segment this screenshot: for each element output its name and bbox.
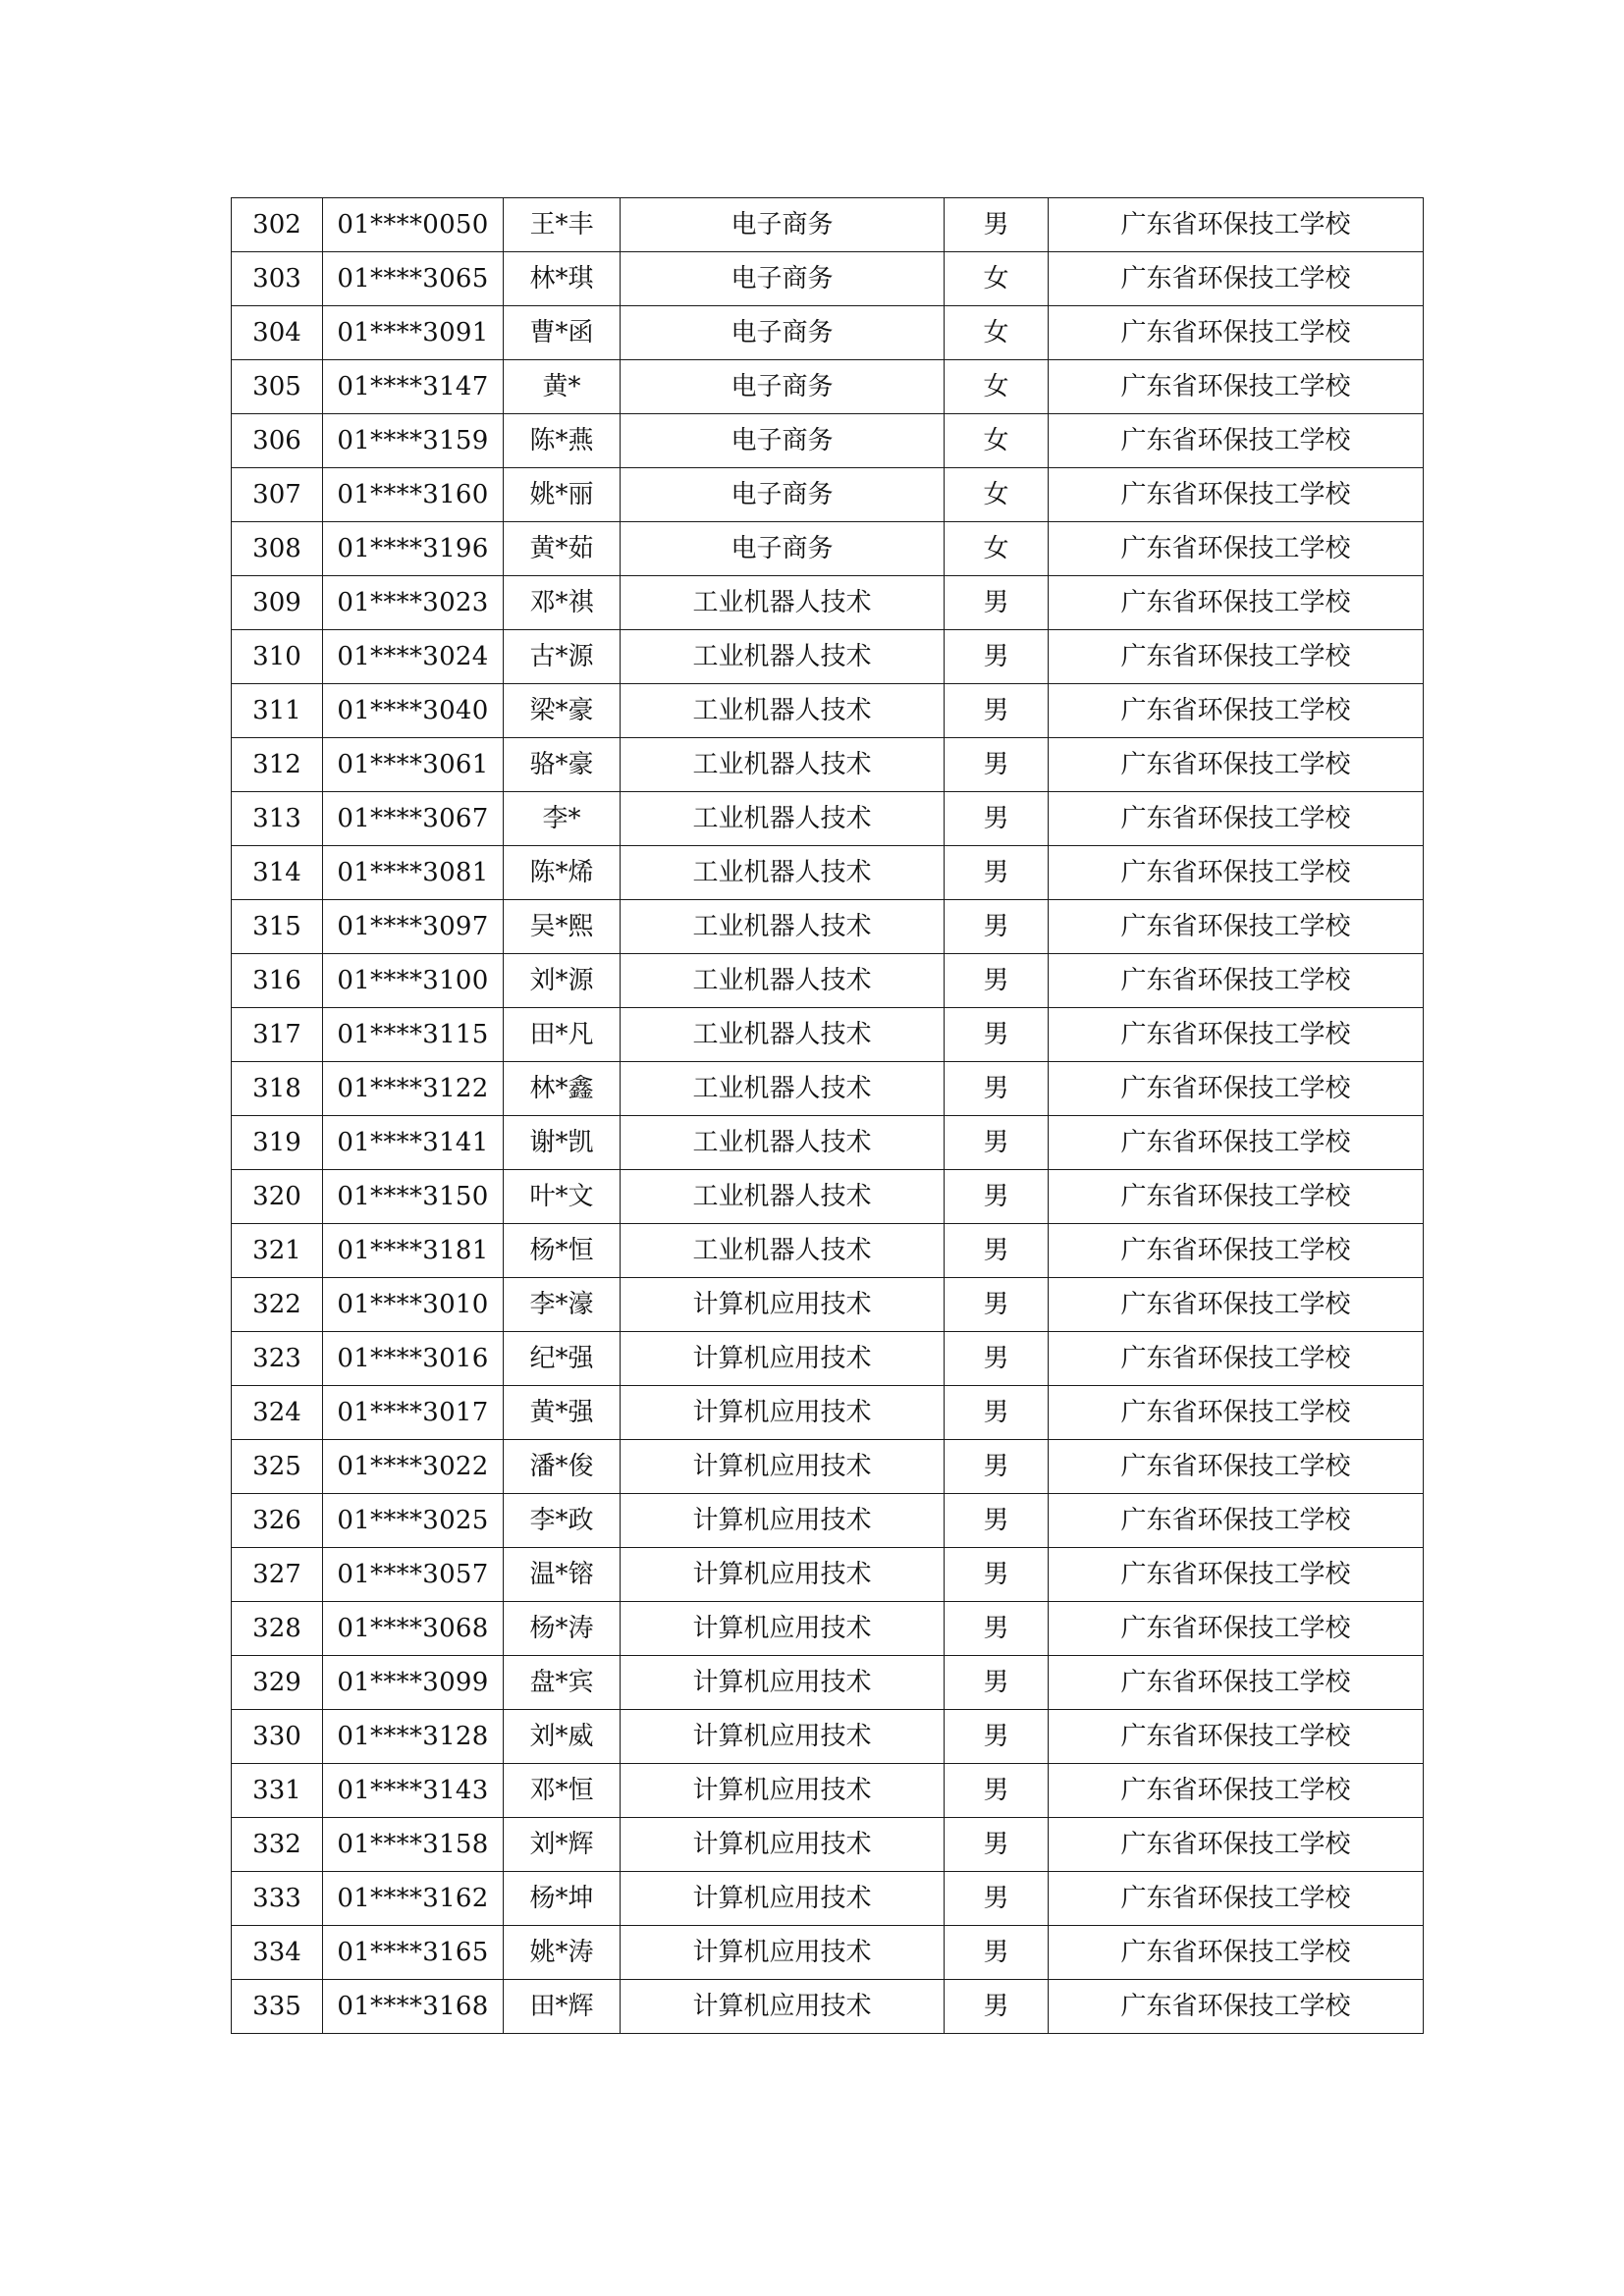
table-row <box>232 1494 1424 1548</box>
gender-cell: 男 <box>945 1008 1049 1062</box>
major-cell: 工业机器人技术 <box>621 684 945 738</box>
major-cell: 工业机器人技术 <box>621 738 945 792</box>
major-cell: 电子商务 <box>621 522 945 576</box>
major-cell: 工业机器人技术 <box>621 1008 945 1062</box>
student-id-cell: 01****3025 <box>323 1494 504 1548</box>
major-cell: 工业机器人技术 <box>621 900 945 954</box>
student-id-cell: 01****3024 <box>323 630 504 684</box>
gender-cell: 男 <box>945 1170 1049 1224</box>
row-number-cell: 334 <box>232 1926 323 1980</box>
student-id-cell: 01****3017 <box>323 1386 504 1440</box>
school-cell: 广东省环保技工学校 <box>1049 1062 1424 1116</box>
row-number-cell: 323 <box>232 1332 323 1386</box>
major-cell: 工业机器人技术 <box>621 954 945 1008</box>
table-row <box>232 1386 1424 1440</box>
table-row <box>232 1008 1424 1062</box>
gender-cell: 女 <box>945 468 1049 522</box>
row-number-cell: 304 <box>232 306 323 360</box>
table-row <box>232 738 1424 792</box>
row-number-cell: 305 <box>232 360 323 414</box>
major-cell: 工业机器人技术 <box>621 792 945 846</box>
row-number-cell: 322 <box>232 1278 323 1332</box>
table-row <box>232 792 1424 846</box>
student-name-cell: 古*源 <box>504 630 621 684</box>
student-name-cell: 吴*熙 <box>504 900 621 954</box>
gender-cell: 男 <box>945 1332 1049 1386</box>
table-row <box>232 1656 1424 1710</box>
school-cell: 广东省环保技工学校 <box>1049 1332 1424 1386</box>
student-id-cell: 01****3065 <box>323 252 504 306</box>
table-row <box>232 1278 1424 1332</box>
student-name-cell: 叶*文 <box>504 1170 621 1224</box>
table-row <box>232 1764 1424 1818</box>
student-id-cell: 01****3196 <box>323 522 504 576</box>
student-name-cell: 骆*豪 <box>504 738 621 792</box>
student-id-cell: 01****3068 <box>323 1602 504 1656</box>
school-cell: 广东省环保技工学校 <box>1049 1224 1424 1278</box>
table-row <box>232 954 1424 1008</box>
gender-cell: 男 <box>945 900 1049 954</box>
student-name-cell: 曹*函 <box>504 306 621 360</box>
gender-cell: 男 <box>945 1926 1049 1980</box>
student-name-cell: 黄* <box>504 360 621 414</box>
student-id-cell: 01****0050 <box>323 198 504 252</box>
gender-cell: 男 <box>945 630 1049 684</box>
table-row <box>232 468 1424 522</box>
row-number-cell: 302 <box>232 198 323 252</box>
row-number-cell: 324 <box>232 1386 323 1440</box>
row-number-cell: 315 <box>232 900 323 954</box>
row-number-cell: 308 <box>232 522 323 576</box>
major-cell: 电子商务 <box>621 252 945 306</box>
row-number-cell: 318 <box>232 1062 323 1116</box>
student-id-cell: 01****3160 <box>323 468 504 522</box>
major-cell: 电子商务 <box>621 360 945 414</box>
major-cell: 计算机应用技术 <box>621 1926 945 1980</box>
student-id-cell: 01****3143 <box>323 1764 504 1818</box>
student-id-cell: 01****3158 <box>323 1818 504 1872</box>
student-id-cell: 01****3100 <box>323 954 504 1008</box>
major-cell: 工业机器人技术 <box>621 1170 945 1224</box>
school-cell: 广东省环保技工学校 <box>1049 360 1424 414</box>
school-cell: 广东省环保技工学校 <box>1049 1710 1424 1764</box>
student-id-cell: 01****3128 <box>323 1710 504 1764</box>
gender-cell: 男 <box>945 1872 1049 1926</box>
table-row <box>232 1710 1424 1764</box>
student-name-cell: 李* <box>504 792 621 846</box>
student-id-cell: 01****3150 <box>323 1170 504 1224</box>
gender-cell: 女 <box>945 360 1049 414</box>
major-cell: 计算机应用技术 <box>621 1386 945 1440</box>
major-cell: 计算机应用技术 <box>621 1980 945 2034</box>
gender-cell: 男 <box>945 1548 1049 1602</box>
gender-cell: 女 <box>945 306 1049 360</box>
student-name-cell: 杨*坤 <box>504 1872 621 1926</box>
student-name-cell: 梁*豪 <box>504 684 621 738</box>
student-id-cell: 01****3162 <box>323 1872 504 1926</box>
student-name-cell: 田*辉 <box>504 1980 621 2034</box>
student-name-cell: 杨*涛 <box>504 1602 621 1656</box>
student-id-cell: 01****3115 <box>323 1008 504 1062</box>
gender-cell: 男 <box>945 1818 1049 1872</box>
student-id-cell: 01****3159 <box>323 414 504 468</box>
row-number-cell: 326 <box>232 1494 323 1548</box>
row-number-cell: 327 <box>232 1548 323 1602</box>
school-cell: 广东省环保技工学校 <box>1049 1386 1424 1440</box>
school-cell: 广东省环保技工学校 <box>1049 252 1424 306</box>
school-cell: 广东省环保技工学校 <box>1049 1818 1424 1872</box>
school-cell: 广东省环保技工学校 <box>1049 1278 1424 1332</box>
gender-cell: 男 <box>945 1980 1049 2034</box>
school-cell: 广东省环保技工学校 <box>1049 900 1424 954</box>
student-name-cell: 刘*源 <box>504 954 621 1008</box>
major-cell: 工业机器人技术 <box>621 1062 945 1116</box>
gender-cell: 男 <box>945 1710 1049 1764</box>
student-id-cell: 01****3023 <box>323 576 504 630</box>
school-cell: 广东省环保技工学校 <box>1049 1548 1424 1602</box>
school-cell: 广东省环保技工学校 <box>1049 1926 1424 1980</box>
gender-cell: 男 <box>945 1656 1049 1710</box>
student-id-cell: 01****3022 <box>323 1440 504 1494</box>
row-number-cell: 325 <box>232 1440 323 1494</box>
student-id-cell: 01****3147 <box>323 360 504 414</box>
gender-cell: 男 <box>945 738 1049 792</box>
row-number-cell: 331 <box>232 1764 323 1818</box>
school-cell: 广东省环保技工学校 <box>1049 1764 1424 1818</box>
school-cell: 广东省环保技工学校 <box>1049 1116 1424 1170</box>
major-cell: 计算机应用技术 <box>621 1440 945 1494</box>
school-cell: 广东省环保技工学校 <box>1049 630 1424 684</box>
school-cell: 广东省环保技工学校 <box>1049 1980 1424 2034</box>
student-name-cell: 陈*烯 <box>504 846 621 900</box>
student-name-cell: 潘*俊 <box>504 1440 621 1494</box>
student-name-cell: 陈*燕 <box>504 414 621 468</box>
student-name-cell: 王*丰 <box>504 198 621 252</box>
student-name-cell: 杨*恒 <box>504 1224 621 1278</box>
gender-cell: 男 <box>945 576 1049 630</box>
major-cell: 工业机器人技术 <box>621 576 945 630</box>
row-number-cell: 319 <box>232 1116 323 1170</box>
row-number-cell: 332 <box>232 1818 323 1872</box>
row-number-cell: 316 <box>232 954 323 1008</box>
row-number-cell: 303 <box>232 252 323 306</box>
gender-cell: 女 <box>945 414 1049 468</box>
student-id-cell: 01****3141 <box>323 1116 504 1170</box>
table-row <box>232 1116 1424 1170</box>
row-number-cell: 330 <box>232 1710 323 1764</box>
school-cell: 广东省环保技工学校 <box>1049 1494 1424 1548</box>
table-row <box>232 306 1424 360</box>
student-id-cell: 01****3099 <box>323 1656 504 1710</box>
table-row <box>232 252 1424 306</box>
student-name-cell: 姚*丽 <box>504 468 621 522</box>
student-name-cell: 林*琪 <box>504 252 621 306</box>
major-cell: 工业机器人技术 <box>621 630 945 684</box>
major-cell: 计算机应用技术 <box>621 1710 945 1764</box>
gender-cell: 男 <box>945 1386 1049 1440</box>
gender-cell: 女 <box>945 522 1049 576</box>
table-row <box>232 1548 1424 1602</box>
gender-cell: 男 <box>945 1062 1049 1116</box>
major-cell: 计算机应用技术 <box>621 1872 945 1926</box>
major-cell: 电子商务 <box>621 198 945 252</box>
student-id-cell: 01****3016 <box>323 1332 504 1386</box>
gender-cell: 女 <box>945 252 1049 306</box>
school-cell: 广东省环保技工学校 <box>1049 792 1424 846</box>
table-row <box>232 846 1424 900</box>
student-id-cell: 01****3061 <box>323 738 504 792</box>
major-cell: 计算机应用技术 <box>621 1764 945 1818</box>
table-row <box>232 576 1424 630</box>
student-id-cell: 01****3040 <box>323 684 504 738</box>
row-number-cell: 333 <box>232 1872 323 1926</box>
table-row <box>232 414 1424 468</box>
school-cell: 广东省环保技工学校 <box>1049 198 1424 252</box>
major-cell: 计算机应用技术 <box>621 1818 945 1872</box>
student-name-cell: 姚*涛 <box>504 1926 621 1980</box>
student-name-cell: 林*鑫 <box>504 1062 621 1116</box>
major-cell: 计算机应用技术 <box>621 1656 945 1710</box>
school-cell: 广东省环保技工学校 <box>1049 1170 1424 1224</box>
major-cell: 电子商务 <box>621 468 945 522</box>
student-id-cell: 01****3057 <box>323 1548 504 1602</box>
table-row <box>232 1980 1424 2034</box>
major-cell: 计算机应用技术 <box>621 1602 945 1656</box>
student-id-cell: 01****3181 <box>323 1224 504 1278</box>
student-name-cell: 谢*凯 <box>504 1116 621 1170</box>
student-name-cell: 温*镕 <box>504 1548 621 1602</box>
table-row <box>232 360 1424 414</box>
row-number-cell: 328 <box>232 1602 323 1656</box>
gender-cell: 男 <box>945 1494 1049 1548</box>
student-name-cell: 纪*强 <box>504 1332 621 1386</box>
student-name-cell: 李*政 <box>504 1494 621 1548</box>
major-cell: 工业机器人技术 <box>621 1224 945 1278</box>
row-number-cell: 311 <box>232 684 323 738</box>
row-number-cell: 313 <box>232 792 323 846</box>
student-name-cell: 刘*辉 <box>504 1818 621 1872</box>
row-number-cell: 317 <box>232 1008 323 1062</box>
school-cell: 广东省环保技工学校 <box>1049 684 1424 738</box>
student-name-cell: 邓*祺 <box>504 576 621 630</box>
gender-cell: 男 <box>945 198 1049 252</box>
student-id-cell: 01****3010 <box>323 1278 504 1332</box>
major-cell: 计算机应用技术 <box>621 1332 945 1386</box>
major-cell: 电子商务 <box>621 414 945 468</box>
table-row <box>232 522 1424 576</box>
school-cell: 广东省环保技工学校 <box>1049 1602 1424 1656</box>
row-number-cell: 329 <box>232 1656 323 1710</box>
major-cell: 电子商务 <box>621 306 945 360</box>
table-row <box>232 1170 1424 1224</box>
student-id-cell: 01****3081 <box>323 846 504 900</box>
major-cell: 计算机应用技术 <box>621 1548 945 1602</box>
school-cell: 广东省环保技工学校 <box>1049 1656 1424 1710</box>
row-number-cell: 309 <box>232 576 323 630</box>
table-row <box>232 1062 1424 1116</box>
table-row <box>232 630 1424 684</box>
school-cell: 广东省环保技工学校 <box>1049 576 1424 630</box>
table-row <box>232 198 1424 252</box>
table-row <box>232 1332 1424 1386</box>
student-name-cell: 黄*茹 <box>504 522 621 576</box>
row-number-cell: 321 <box>232 1224 323 1278</box>
table-row <box>232 1818 1424 1872</box>
school-cell: 广东省环保技工学校 <box>1049 1008 1424 1062</box>
major-cell: 工业机器人技术 <box>621 1116 945 1170</box>
school-cell: 广东省环保技工学校 <box>1049 468 1424 522</box>
gender-cell: 男 <box>945 1278 1049 1332</box>
gender-cell: 男 <box>945 954 1049 1008</box>
student-name-cell: 邓*恒 <box>504 1764 621 1818</box>
major-cell: 计算机应用技术 <box>621 1494 945 1548</box>
gender-cell: 男 <box>945 846 1049 900</box>
row-number-cell: 314 <box>232 846 323 900</box>
major-cell: 计算机应用技术 <box>621 1278 945 1332</box>
gender-cell: 男 <box>945 1764 1049 1818</box>
table-row <box>232 900 1424 954</box>
school-cell: 广东省环保技工学校 <box>1049 1440 1424 1494</box>
row-number-cell: 306 <box>232 414 323 468</box>
student-name-cell: 黄*强 <box>504 1386 621 1440</box>
gender-cell: 男 <box>945 684 1049 738</box>
gender-cell: 男 <box>945 1224 1049 1278</box>
gender-cell: 男 <box>945 1440 1049 1494</box>
table-row <box>232 684 1424 738</box>
row-number-cell: 335 <box>232 1980 323 2034</box>
gender-cell: 男 <box>945 1116 1049 1170</box>
row-number-cell: 307 <box>232 468 323 522</box>
student-id-cell: 01****3097 <box>323 900 504 954</box>
gender-cell: 男 <box>945 1602 1049 1656</box>
table-row <box>232 1926 1424 1980</box>
roster-body <box>232 198 1424 2034</box>
student-name-cell: 田*凡 <box>504 1008 621 1062</box>
table-row <box>232 1872 1424 1926</box>
row-number-cell: 320 <box>232 1170 323 1224</box>
school-cell: 广东省环保技工学校 <box>1049 1872 1424 1926</box>
student-id-cell: 01****3067 <box>323 792 504 846</box>
table-row <box>232 1602 1424 1656</box>
table-row <box>232 1224 1424 1278</box>
school-cell: 广东省环保技工学校 <box>1049 738 1424 792</box>
school-cell: 广东省环保技工学校 <box>1049 846 1424 900</box>
school-cell: 广东省环保技工学校 <box>1049 306 1424 360</box>
student-id-cell: 01****3165 <box>323 1926 504 1980</box>
major-cell: 工业机器人技术 <box>621 846 945 900</box>
school-cell: 广东省环保技工学校 <box>1049 414 1424 468</box>
gender-cell: 男 <box>945 792 1049 846</box>
row-number-cell: 312 <box>232 738 323 792</box>
student-id-cell: 01****3091 <box>323 306 504 360</box>
table-row <box>232 1440 1424 1494</box>
school-cell: 广东省环保技工学校 <box>1049 954 1424 1008</box>
student-id-cell: 01****3168 <box>323 1980 504 2034</box>
school-cell: 广东省环保技工学校 <box>1049 522 1424 576</box>
student-id-cell: 01****3122 <box>323 1062 504 1116</box>
student-name-cell: 李*濠 <box>504 1278 621 1332</box>
student-roster-table <box>231 197 1424 2034</box>
student-name-cell: 刘*威 <box>504 1710 621 1764</box>
student-name-cell: 盘*宾 <box>504 1656 621 1710</box>
row-number-cell: 310 <box>232 630 323 684</box>
